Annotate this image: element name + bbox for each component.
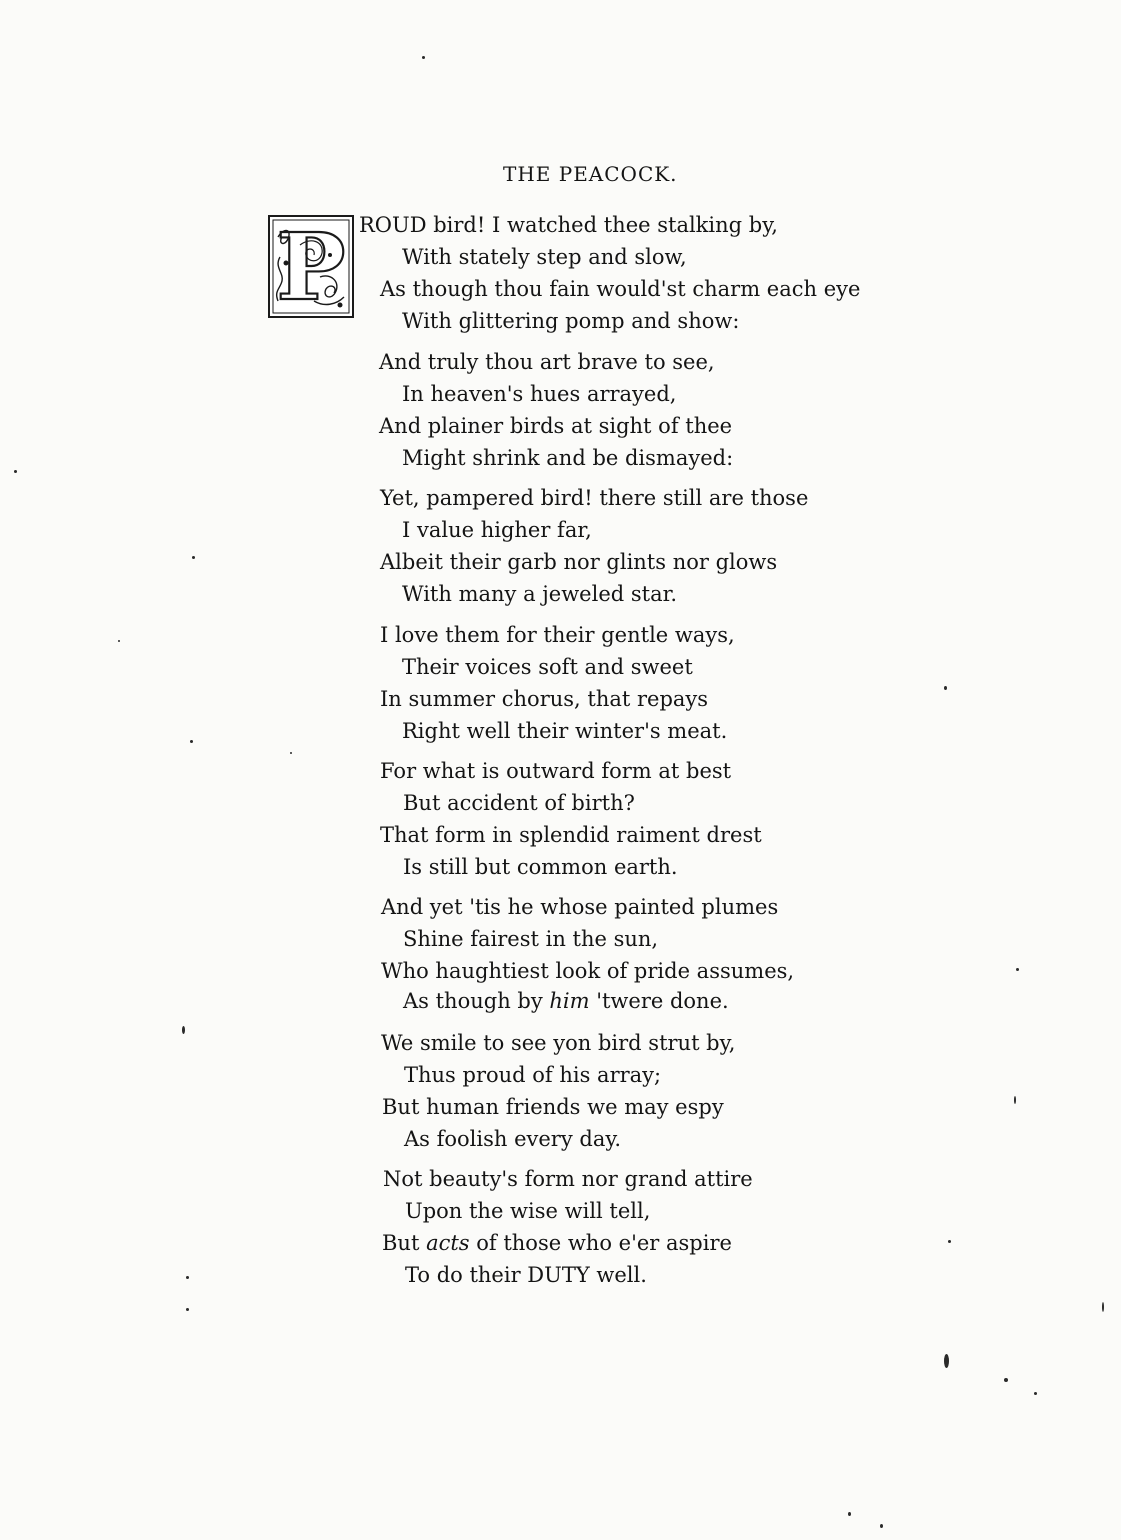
- poem-line-acts: [382, 1230, 732, 1256]
- poem-line: That form in splendid raiment drest: [380, 823, 762, 847]
- dropcap-letter-p: [270, 217, 352, 316]
- scan-speck: [1102, 1302, 1104, 1312]
- poem-line: I value higher far,: [402, 518, 592, 542]
- line-pre: As though by: [403, 989, 550, 1013]
- poem-line: With glittering pomp and show:: [402, 309, 740, 333]
- poem-line: I love them for their gentle ways,: [380, 623, 735, 647]
- scan-speck: [1016, 968, 1019, 971]
- poem-line: And plainer birds at sight of thee: [379, 414, 733, 438]
- scan-speck: [1034, 1392, 1037, 1395]
- dropcap-ornament: [268, 215, 354, 318]
- poem-line: And yet 'tis he whose painted plumes: [381, 895, 779, 919]
- poem-line: We smile to see yon bird strut by,: [381, 1031, 736, 1055]
- poem-line: In heaven's hues arrayed,: [402, 382, 677, 406]
- poem-line: Might shrink and be dismayed:: [402, 446, 734, 470]
- poem-line: Their voices soft and sweet: [402, 655, 693, 679]
- emphasis-him: him: [549, 989, 590, 1013]
- scan-speck: [422, 56, 425, 59]
- poem-line: Is still but common earth.: [403, 855, 678, 879]
- scan-speck: [848, 1512, 851, 1516]
- scan-speck: [1014, 1096, 1016, 1104]
- scan-speck: [186, 1276, 189, 1279]
- poem-line: Right well their winter's meat.: [402, 719, 728, 743]
- poem-line: To do their DUTY well.: [405, 1263, 647, 1287]
- scan-speck: [182, 1026, 185, 1034]
- emphasis-acts: acts: [426, 1231, 470, 1255]
- poem-line: As though thou fain would'st charm each eye: [380, 277, 861, 301]
- poem-line: Who haughtiest look of pride assumes,: [381, 959, 795, 983]
- poem-line: For what is outward form at best: [380, 759, 732, 783]
- scan-speck: [944, 1354, 949, 1368]
- poem-line: Shine fairest in the sun,: [403, 927, 659, 951]
- scan-speck: [880, 1524, 883, 1528]
- line-post: of those who e'er aspire: [469, 1231, 732, 1255]
- svg-text:P: P: [276, 217, 346, 316]
- poem-line: As foolish every day.: [404, 1127, 622, 1151]
- poem-line: And truly thou art brave to see,: [379, 350, 715, 374]
- line-pre: But: [382, 1231, 427, 1255]
- poem-line: With many a jeweled star.: [402, 582, 678, 606]
- poem-line: ROUD bird! I watched thee stalking by,: [359, 213, 778, 237]
- poem-line: Albeit their garb nor glints nor glows: [380, 550, 778, 574]
- poem-line: Not beauty's form nor grand attire: [383, 1167, 753, 1191]
- scan-speck: [290, 752, 292, 754]
- scan-speck: [118, 640, 120, 642]
- poem-line: Yet, pampered bird! there still are those: [380, 486, 809, 510]
- poem-line-italic: [403, 988, 729, 1014]
- scan-speck: [944, 686, 947, 690]
- scan-speck: [948, 1240, 951, 1243]
- scan-speck: [186, 1308, 189, 1311]
- poem-line: But accident of birth?: [403, 791, 635, 815]
- poem-line: But human friends we may espy: [382, 1095, 724, 1119]
- scan-speck: [14, 470, 17, 473]
- poem-line: In summer chorus, that repays: [380, 687, 709, 711]
- poem-line: Thus proud of his array;: [404, 1063, 662, 1087]
- scan-speck: [1004, 1378, 1008, 1382]
- poem-line: Upon the wise will tell,: [405, 1199, 651, 1223]
- poem-line: With stately step and slow,: [402, 245, 687, 269]
- scan-speck: [190, 740, 193, 743]
- poem-title: THE PEACOCK.: [503, 162, 678, 186]
- line-post: 'twere done.: [589, 989, 729, 1013]
- title-block: [0, 160, 1121, 190]
- scan-speck: [192, 556, 195, 559]
